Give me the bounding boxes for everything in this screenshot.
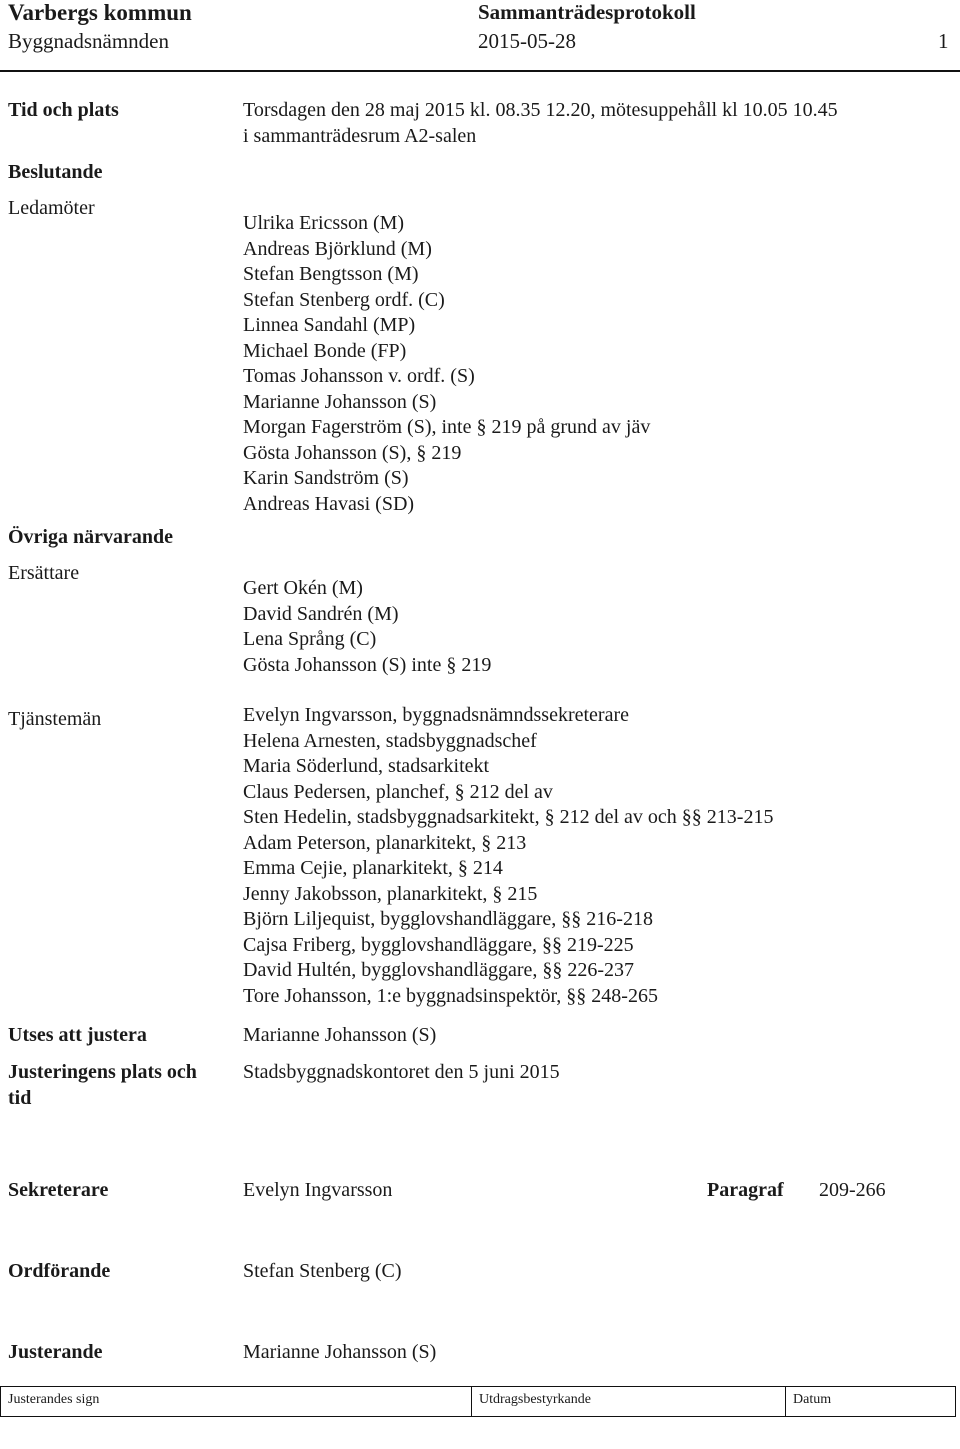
member-item: Tomas Johansson v. ordf. (S) (243, 365, 475, 387)
adjusters-sign-cell (1, 1387, 472, 1416)
member-item: Stefan Stenberg ordf. (C) (243, 288, 445, 311)
label-time-place: Tid och plats (8, 99, 119, 121)
label-adjuster: Justerande (8, 1341, 103, 1363)
extract-certification-cell (472, 1387, 786, 1416)
substitute-item: Gösta Johansson (S) inte § 219 (243, 653, 492, 676)
substitutes-list (243, 576, 491, 678)
adjusters-sign-label: Justerandes sign (8, 1392, 100, 1407)
chair-name: Stefan Stenberg (C) (243, 1260, 402, 1282)
member-item: Stefan Bengtsson (M) (243, 263, 419, 285)
official-item: Claus Pedersen, planchef, § 212 del av (243, 780, 553, 803)
label-adjust-place-time-line2: tid (8, 1086, 32, 1109)
official-item: Björn Liljequist, bygglovshandläggare, §§ 216-218 (243, 908, 653, 930)
member-item: Andreas Björklund (M) (243, 237, 432, 260)
member-item: Gösta Johansson (S), § 219 (243, 441, 462, 464)
adjuster-value: Marianne Johansson (S) (243, 1024, 437, 1046)
meeting-date: 2015-05-28 (478, 29, 576, 53)
members-list (243, 211, 650, 517)
substitute-item: Gert Okén (M) (243, 577, 363, 599)
member-item: Morgan Fagerström (S), inte § 219 på grund av jäv (243, 416, 651, 438)
member-item: Karin Sandström (S) (243, 467, 409, 489)
label-adjust-place-time-line1: Justeringens plats och (8, 1061, 197, 1083)
substitute-item: David Sandrén (M) (243, 602, 399, 625)
official-item: Sten Hedelin, stadsbyggnadsarkitekt, § 212 del av och §§ 213-215 (243, 806, 774, 828)
label-deciding: Beslutande (8, 161, 103, 183)
paragraph-range: 209-266 (819, 1179, 886, 1201)
page-number: 1 (938, 29, 949, 53)
substitute-item: Lena Språng (C) (243, 628, 377, 650)
label-officials: Tjänstemän (8, 708, 102, 730)
label-substitutes: Ersättare (8, 562, 80, 584)
label-appointed-to-adjust: Utses att justera (8, 1024, 147, 1046)
official-item: Maria Söderlund, stadsarkitekt (243, 755, 490, 777)
time-place-value (243, 98, 838, 149)
adjust-place-time-value: Stadsbyggnadskontoret den 5 juni 2015 (243, 1061, 560, 1083)
official-item: Tore Johansson, 1:e byggnadsinspektör, §§ 248-265 (243, 984, 658, 1007)
official-item: Cajsa Friberg, bygglovshandläggare, §§ 219-225 (243, 933, 634, 956)
secretary-name: Evelyn Ingvarsson (243, 1179, 393, 1201)
label-members: Ledamöter (8, 197, 95, 219)
time-place-line2: i sammanträdesrum A2-salen (243, 124, 477, 147)
label-paragraph: Paragraf (707, 1179, 784, 1201)
label-chair: Ordförande (8, 1260, 111, 1282)
member-item: Marianne Johansson (S) (243, 390, 437, 413)
official-item: Jenny Jakobsson, planarkitekt, § 215 (243, 882, 538, 905)
official-item: Adam Peterson, planarkitekt, § 213 (243, 831, 527, 854)
header-divider (0, 70, 960, 72)
official-item: Emma Cejie, planarkitekt, § 214 (243, 857, 503, 879)
committee-name: Byggnadsnämnden (8, 29, 169, 53)
official-item: Helena Arnesten, stadsbyggnadschef (243, 729, 537, 752)
official-item: Evelyn Ingvarsson, byggnadsnämndssekreterare (243, 704, 629, 726)
member-item: Ulrika Ericsson (M) (243, 212, 405, 234)
adjuster-name: Marianne Johansson (S) (243, 1341, 437, 1363)
time-place-line1: Torsdagen den 28 maj 2015 kl. 08.35 12.20, mötesuppehåll kl 10.05 10.45 (243, 99, 838, 121)
official-item: David Hultén, bygglovshandläggare, §§ 226-237 (243, 959, 635, 981)
date-cell (786, 1387, 955, 1416)
member-item: Michael Bonde (FP) (243, 339, 407, 362)
officials-list (243, 703, 773, 1009)
date-label: Datum (793, 1392, 832, 1407)
doc-type: Sammanträdesprotokoll (478, 0, 696, 24)
label-adjust-place-time (8, 1060, 197, 1111)
extract-certification-label: Utdragsbestyrkande (479, 1392, 591, 1407)
member-item: Linnea Sandahl (MP) (243, 314, 416, 336)
label-secretary: Sekreterare (8, 1179, 109, 1201)
footer-signature-box (0, 1386, 956, 1417)
org-name: Varbergs kommun (8, 0, 192, 25)
label-others-present: Övriga närvarande (8, 526, 173, 548)
member-item: Andreas Havasi (SD) (243, 492, 415, 515)
